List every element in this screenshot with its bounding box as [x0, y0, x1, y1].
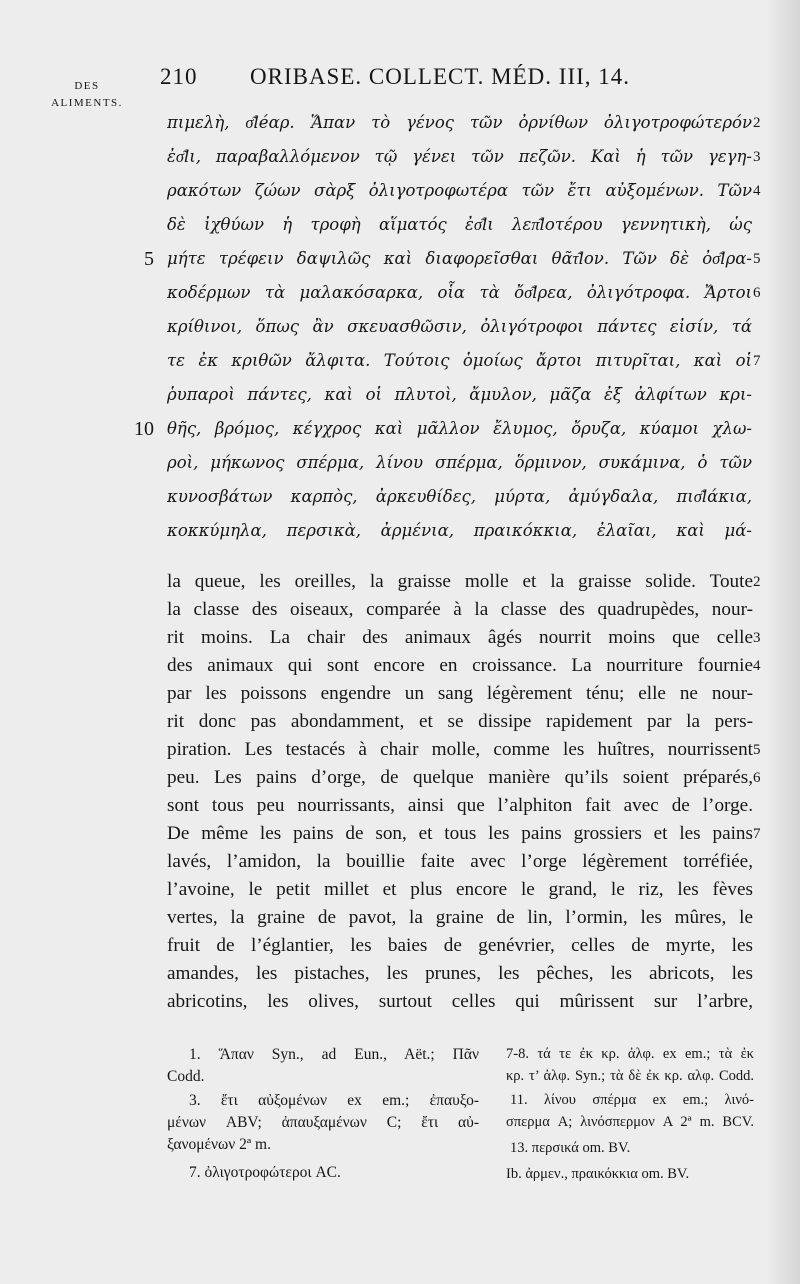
greek-line: θῆς, βρόμος, κέγχρος καὶ μᾶλλον ἔλυμος, ὄρυζα, κύαμοι χλω-: [167, 419, 752, 438]
french-line: peu. Les pains d’orge, de quelque manière qu’ils soient préparés,: [167, 767, 753, 788]
french-line: la queue, les oreilles, la graisse molle et la graisse solide. Toute: [167, 571, 753, 592]
greek-line: τε ἐκ κριθῶν ἄλφιτα. Τούτοις ὁμοίως ἄρτοι πιτυρῖται, καὶ οἱ: [167, 351, 752, 370]
greek-line: κυνοσβάτων καρπὸς, ἀρκευθίδες, μύρτα, ἀμύγδαλα, πισ͂lάκια,: [167, 487, 752, 506]
margin-note-line: DES: [74, 80, 100, 92]
footnote-line: 3. ἔτι αὐξομένων ex em.; ἐπαυξο-: [189, 1092, 479, 1109]
greek-line-number: 10: [134, 418, 154, 440]
footnote-line: 7-8. τά τε ἐκ κρ. ἀλφ. ex em.; τὰ ἐκ: [506, 1046, 754, 1062]
french-sentence-number: 2: [753, 574, 761, 590]
greek-line: κρίθινοι, ὅπως ἂν σκευασθῶσιν, ὀλιγότροφοι πάντες εἰσίν, τά: [167, 317, 752, 336]
footnote-line: 13. περσικά om. BV.: [510, 1140, 631, 1156]
page-number: 210: [160, 64, 198, 89]
greek-line: πιμελὴ, σ͂léαρ. Ἅπαν τὸ γένος τῶν ὀρνίθων ὀλιγοτροφώτερόν: [167, 113, 752, 132]
french-sentence-number: 4: [753, 658, 761, 674]
running-title: ORIBASE. COLLECT. MÉD. III, 14.: [250, 64, 631, 89]
greek-line: ῥυπαροὶ πάντες, καὶ οἱ πλυτοὶ, ἄμυλον, μᾶζα ἐξ ἀλφίτων κρι-: [167, 385, 752, 404]
running-head: [160, 64, 680, 90]
footnote-line: Codd.: [167, 1068, 205, 1085]
french-line: De même les pains de son, et tous les pains grossiers et les pains: [167, 823, 753, 844]
french-line: fruit de l’églantier, les baies de genévrier, celles de myrte, les: [167, 935, 753, 956]
greek-line: κοδέρμων τὰ μαλακόσαρκα, οἷα τὰ ὄσ͂lρεα, ὀλιγότροφα. Ἄρτοι: [167, 283, 752, 302]
french-line: abricotins, les olives, surtout celles qui mûrissent sur l’arbre,: [167, 991, 753, 1012]
french-sentence-number: 5: [753, 742, 761, 758]
french-line: lavés, l’amidon, la bouillie faite avec l’orge légèrement torréfiée,: [167, 851, 753, 872]
french-sentence-number: 7: [753, 826, 761, 842]
french-sentence-number: 3: [753, 630, 761, 646]
footnote-line: 11. λίνου σπέρμα ex em.; λινό-: [510, 1092, 754, 1108]
greek-line: μήτε τρέφειν δαψιλῶς καὶ διαφορεῖσθαι θᾶτ͂lον. Τῶν δὲ ὀσ͂lρα-: [167, 249, 752, 268]
french-line: l’avoine, le petit millet et plus encore le grand, le riz, les fèves: [167, 879, 753, 900]
greek-line: κοκκύμηλα, περσικὰ, ἀρμένια, πραικόκκια, ἐλαῖαι, καὶ μά-: [167, 521, 752, 540]
footnote-line: Ib. ἀρμεν., πραικόκκια om. BV.: [506, 1166, 690, 1182]
french-line: rit moins. La chair des animaux âgés nourrit moins que celle: [167, 627, 753, 648]
french-line: piration. Les testacés à chair molle, comme les huîtres, nourrissent: [167, 739, 753, 760]
french-line: des animaux qui sont encore en croissance. La nourriture fournie: [167, 655, 753, 676]
footnote-line: 7. ὀλιγοτροφώτεροι AC.: [189, 1164, 341, 1181]
margin-note-line: ALIMENTS.: [51, 97, 123, 109]
greek-sentence-number: 6: [753, 285, 761, 301]
greek-sentence-number: 3: [753, 149, 761, 165]
french-sentence-number: 6: [753, 770, 761, 786]
greek-line: δὲ ἰχθύων ἡ τροφὴ αἵματός ἐσ͂lι λεπ͂lοτέρου γεννητικὴ, ὡς: [167, 215, 752, 234]
french-line: sont tous peu nourrissants, ainsi que l’alphiton fait avec de l’orge.: [167, 795, 753, 816]
french-line: par les poissons engendre un sang légèrement ténu; elle ne nour-: [167, 683, 753, 704]
greek-line: ρακότων ζώων σὰρξ ὀλιγοτροφωτέρα τῶν ἔτι αὐξομένων. Τῶν: [167, 181, 752, 200]
greek-sentence-number: 5: [753, 251, 761, 267]
french-line: vertes, la graine de pavot, la graine de lin, l’ormin, les mûres, le: [167, 907, 753, 928]
footnote-line: μένων ABV; ἀπαυξαμένων C; ἔτι αὐ-: [167, 1114, 479, 1131]
page-edge-shadow: [766, 0, 800, 1284]
greek-sentence-number: 7: [753, 353, 761, 369]
footnote-line: ξανομένων 2ª m.: [167, 1136, 271, 1153]
greek-line: ροὶ, μήκωνος σπέρμα, λίνου σπέρμα, ὅρμινον, συκάμινα, ὁ τῶν: [167, 453, 752, 472]
french-line: rit donc pas abondamment, et se dissipe rapidement par la pers-: [167, 711, 753, 732]
greek-sentence-number: 4: [753, 183, 761, 199]
footnote-line: 1. Ἅπαν Syn., ad Eun., Aët.; Πᾶν: [189, 1046, 479, 1063]
french-line: la classe des oiseaux, comparée à la classe des quadrupèdes, nour-: [167, 599, 753, 620]
french-line: amandes, les pistaches, les prunes, les pêches, les abricots, les: [167, 963, 753, 984]
greek-line-number: 5: [144, 248, 154, 270]
greek-line: ἐσ͂lι, παραβαλλόμενον τῷ γένει τῶν πεζῶν. Καὶ ἡ τῶν γεγη-: [167, 147, 752, 166]
footnote-line: σπερμα A; λινόσπερμον A 2ª m. BCV.: [506, 1114, 754, 1130]
greek-sentence-number: 2: [753, 115, 761, 131]
margin-note: [48, 78, 126, 112]
footnote-line: κρ. τ’ ἀλφ. Syn.; τὰ δὲ ἐκ κρ. αλφ. Codd.: [506, 1068, 754, 1084]
